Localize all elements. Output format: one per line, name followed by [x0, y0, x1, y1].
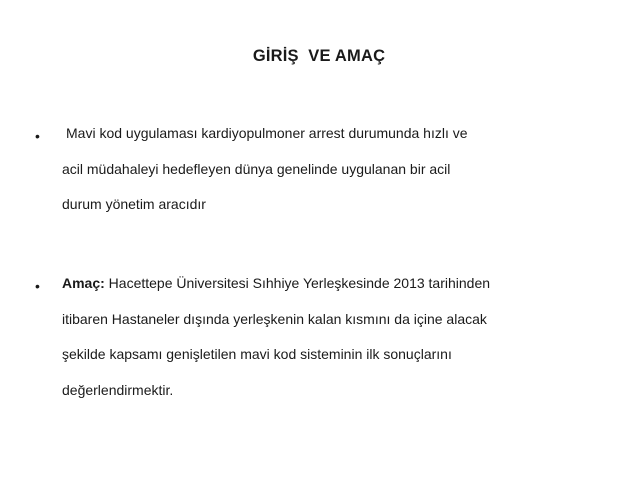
bullet-icon: • — [35, 128, 40, 144]
bullet-text — [62, 116, 622, 223]
bullet-line: şekilde kapsamı genişletilen mavi kod sisteminin ilk sonuçlarını — [62, 346, 452, 362]
bullet-icon: • — [35, 278, 40, 294]
bullet-text — [62, 266, 622, 408]
aim-label: Amaç: — [62, 275, 105, 291]
bullet-line: durum yönetim aracıdır — [62, 196, 206, 212]
bullet-line-first — [62, 266, 622, 302]
bullet-line: Mavi kod uygulaması kardiyopulmoner arrest durumunda hızlı ve — [66, 125, 468, 141]
bullet-line-rest: Hacettepe Üniversitesi Sıhhiye Yerleşkesinde 2013 tarihinden — [104, 275, 491, 291]
bullet-line: değerlendirmektir. — [62, 381, 174, 398]
bullet-line: acil müdahaleyi hedefleyen dünya genelinde uygulanan bir acil — [62, 160, 451, 177]
bullet-line: itibaren Hastaneler dışında yerleşkenin kalan kısmını da içine alacak — [62, 310, 487, 327]
slide-title: GİRİŞ VE AMAÇ — [252, 47, 386, 65]
